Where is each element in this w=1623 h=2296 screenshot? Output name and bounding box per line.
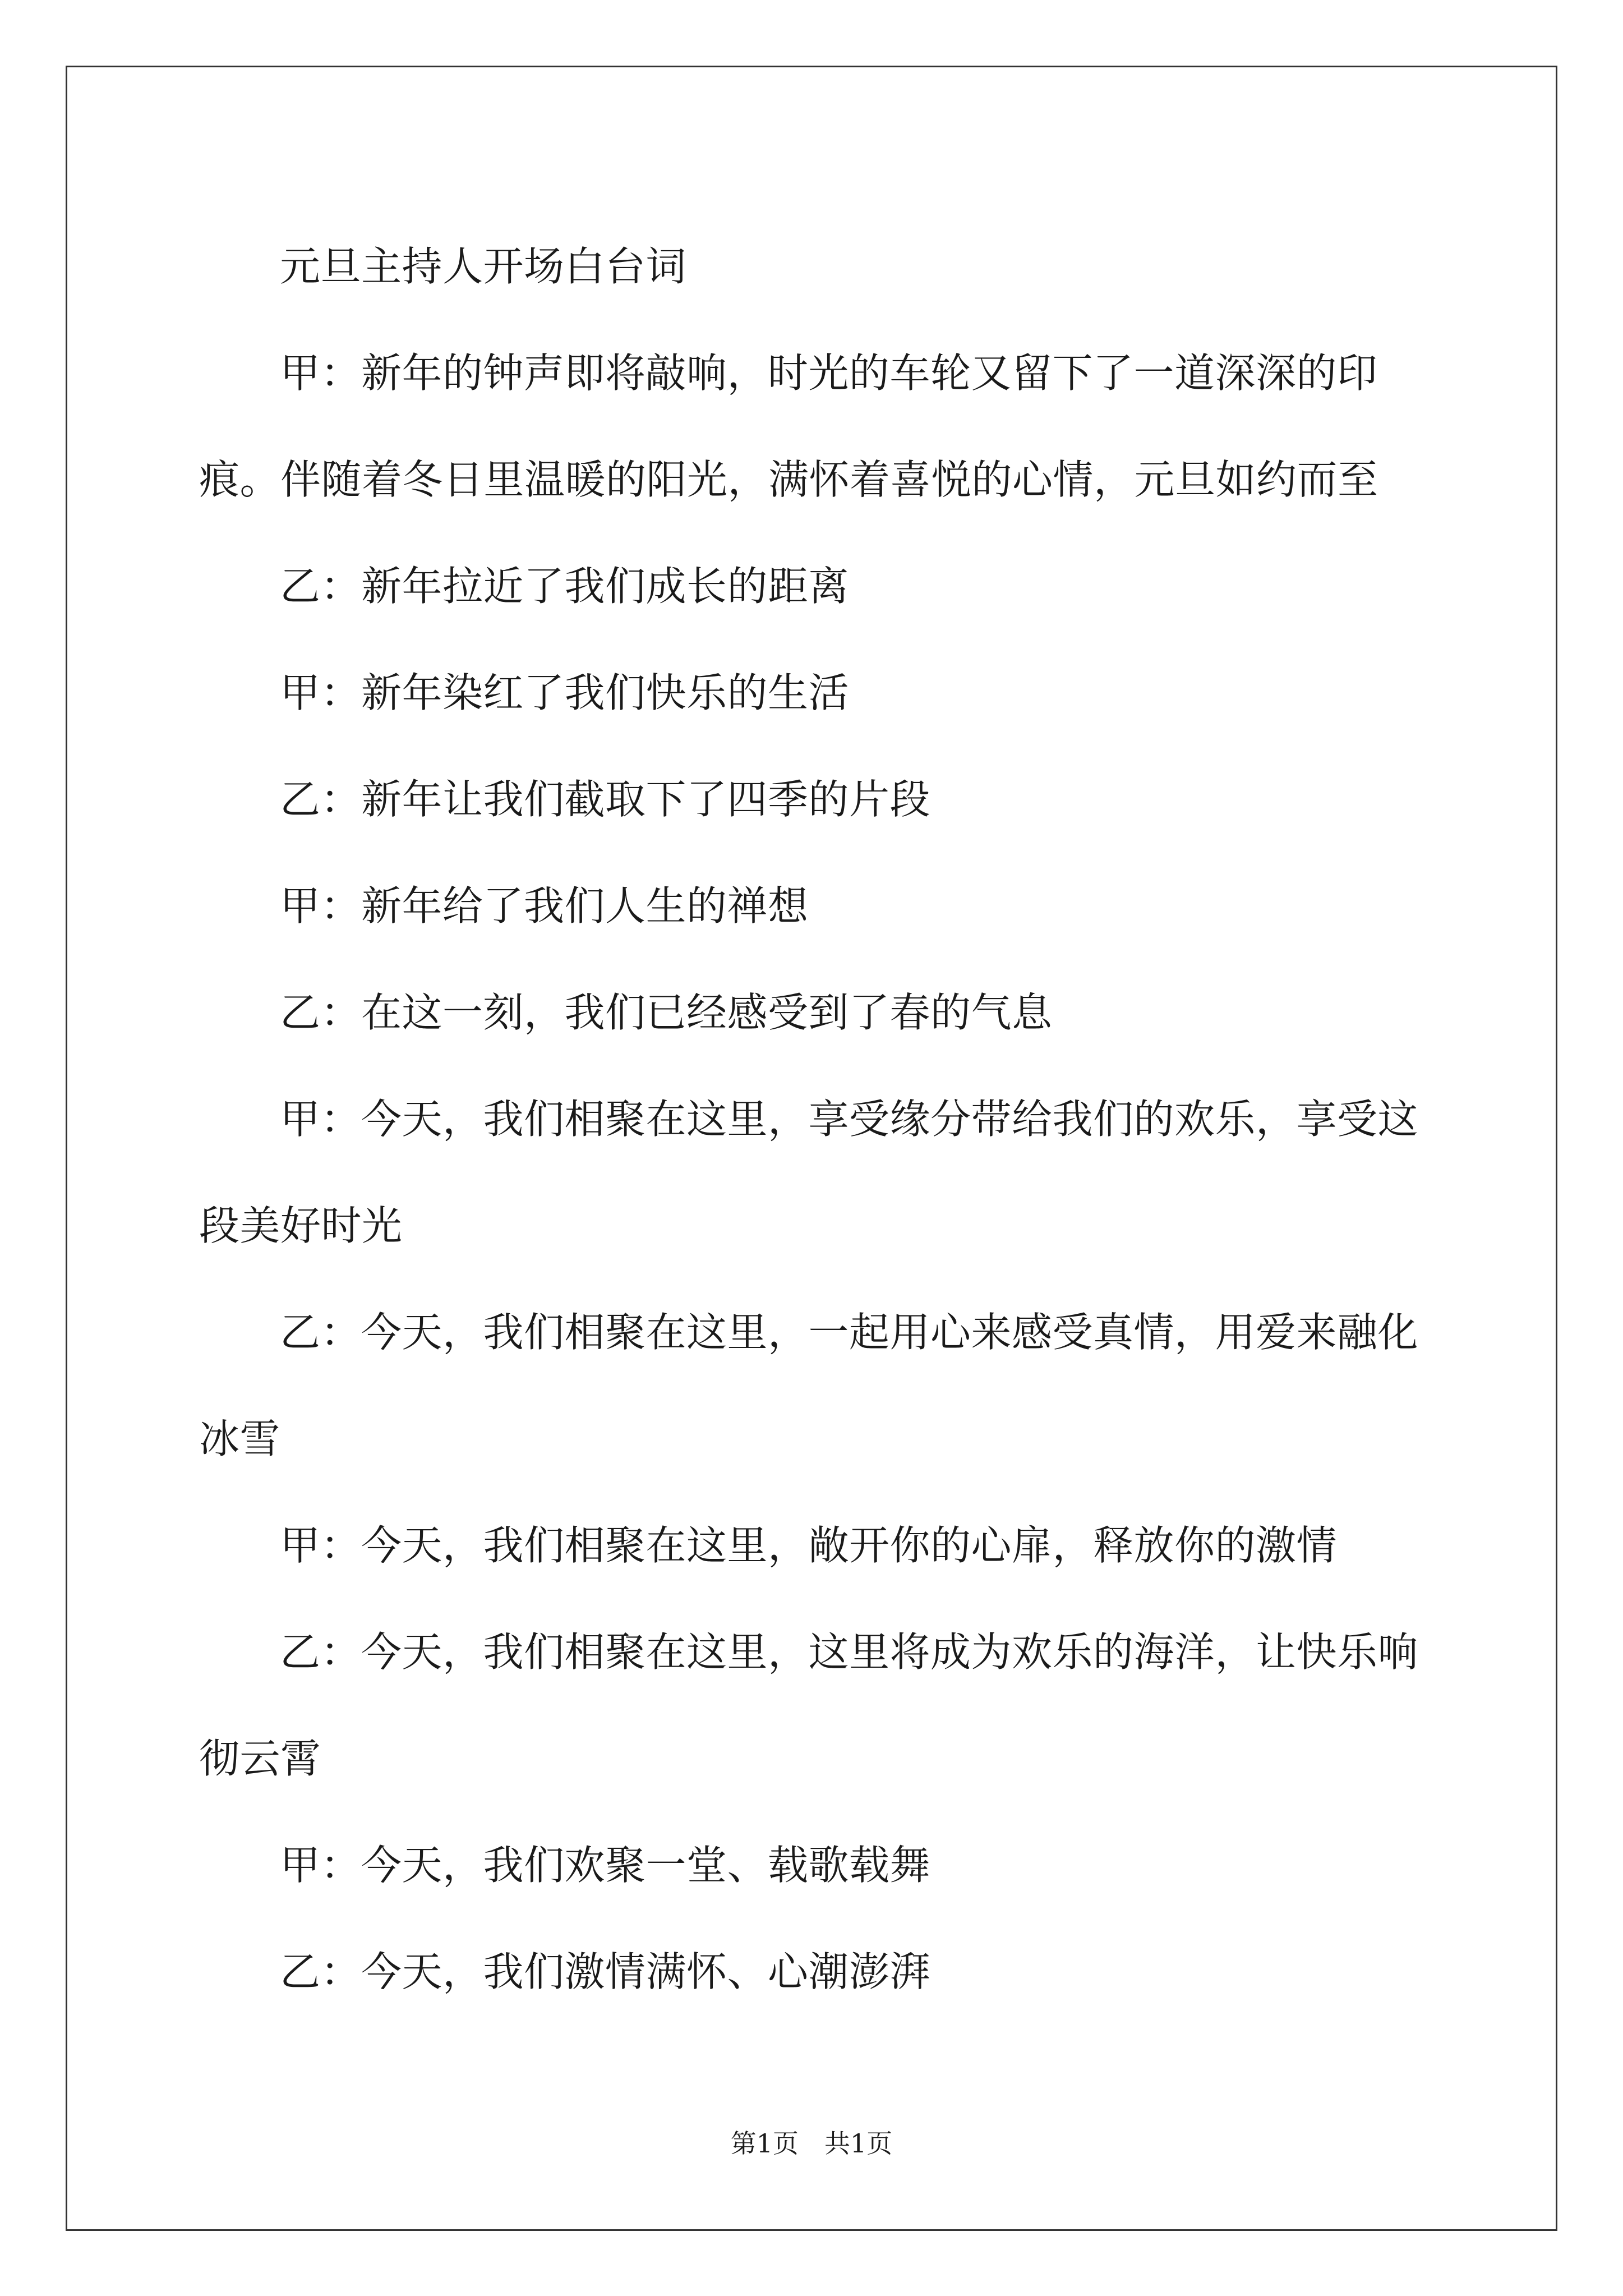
- paragraph-1: 甲：新年的钟声即将敲响，时光的车轮又留下了一道深深的印痕。伴随着冬日里温暖的阳光，满怀着喜悦的心情，元旦如约而至: [199, 349, 1378, 503]
- document-title: 元旦主持人开场白台词: [280, 243, 687, 290]
- paragraph-8: 乙：今天，我们相聚在这里，一起用心来感受真情，用爱来融化冰雪: [199, 1309, 1419, 1462]
- paragraph-12: 乙：今天，我们激情满怀、心潮澎湃: [280, 1948, 931, 1995]
- paragraph-5: 甲：新年给了我们人生的禅想: [280, 882, 809, 930]
- page-footer: 第1页 共1页: [730, 2128, 893, 2159]
- document-body: [199, 213, 1438, 2025]
- paragraph-2: 乙：新年拉近了我们成长的距离: [280, 563, 850, 610]
- paragraph-6: 乙：在这一刻，我们已经感受到了春的气息: [280, 989, 1053, 1036]
- paragraph-9: 甲：今天，我们相聚在这里，敞开你的心扉，释放你的激情: [280, 1522, 1338, 1569]
- paragraph-3: 甲：新年染红了我们快乐的生活: [280, 669, 850, 716]
- paragraph-10: 乙：今天，我们相聚在这里，这里将成为欢乐的海洋，让快乐响彻云霄: [199, 1628, 1419, 1782]
- paragraph-4: 乙：新年让我们截取下了四季的片段: [280, 776, 931, 823]
- paragraph-7: 甲：今天，我们相聚在这里，享受缘分带给我们的欢乐，享受这段美好时光: [199, 1096, 1419, 1249]
- paragraph-11: 甲：今天，我们欢聚一堂、载歌载舞: [280, 1842, 931, 1889]
